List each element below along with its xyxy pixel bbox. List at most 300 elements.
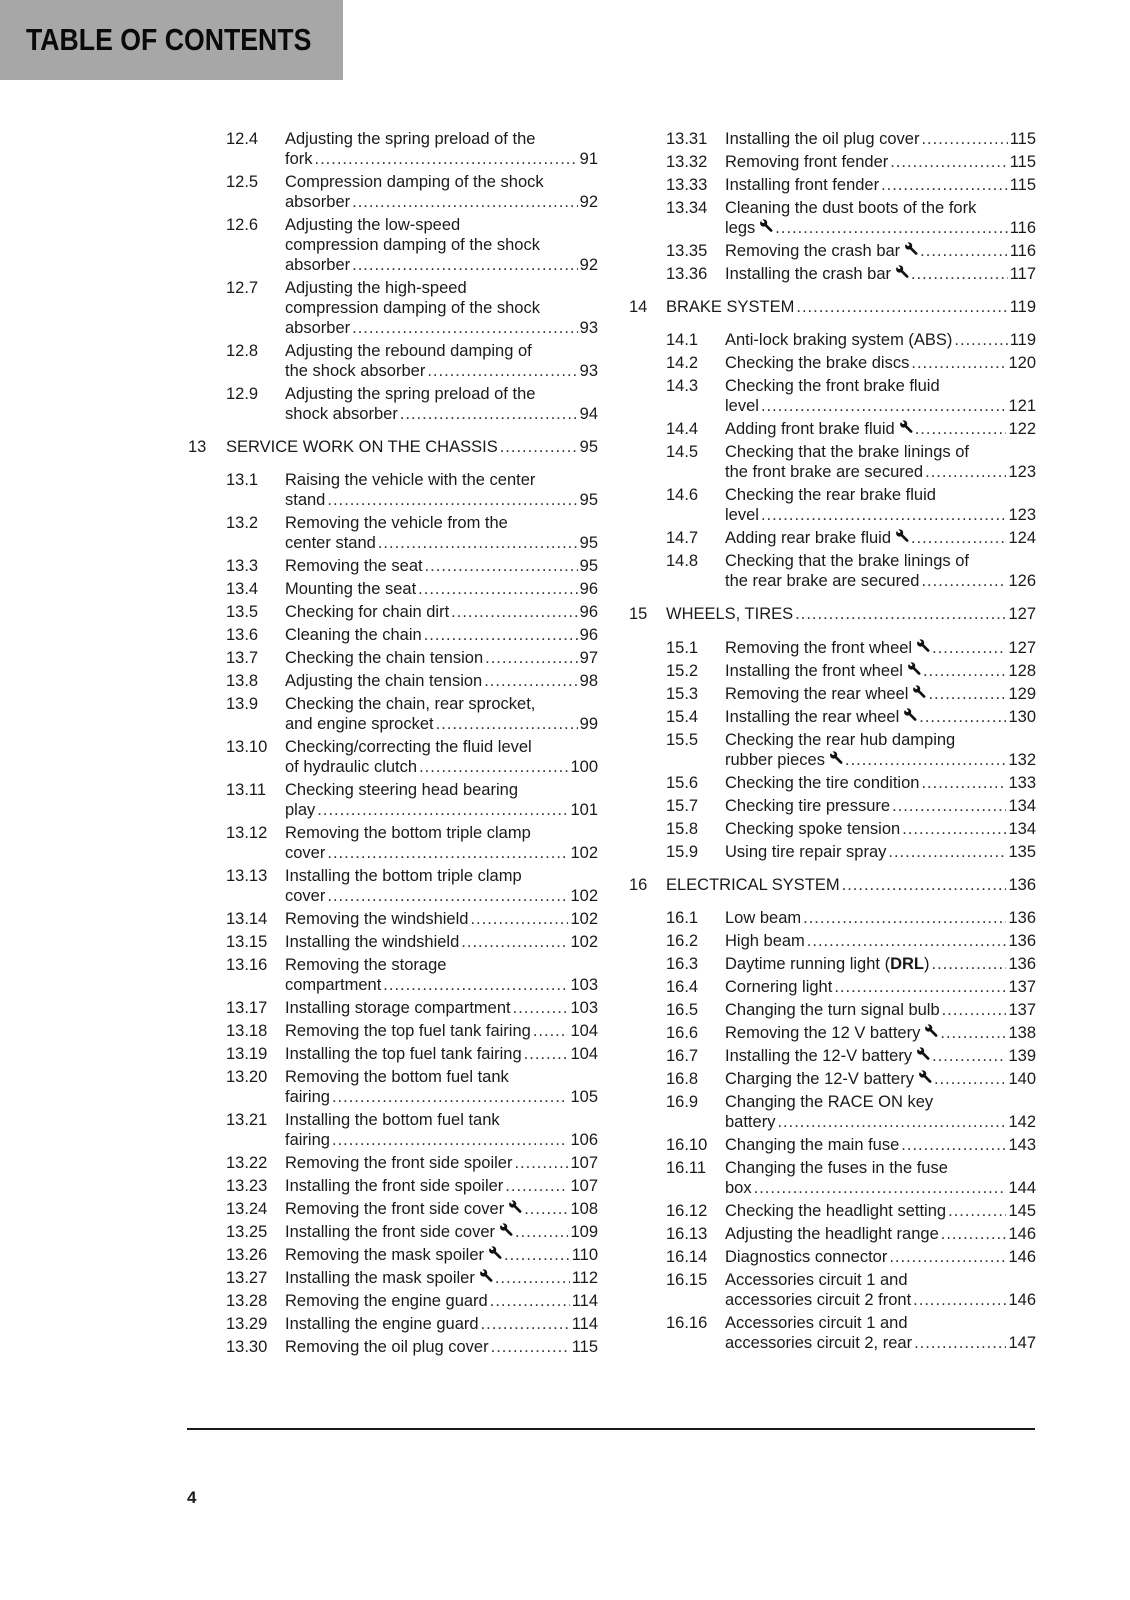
section-number: 12.7: [226, 279, 259, 297]
section-number: 16.13: [666, 1225, 708, 1243]
page-ref: 115: [1009, 130, 1036, 148]
entry-title: Installing the engine guard: [285, 1315, 479, 1333]
section-number: 13.32: [666, 153, 708, 171]
page-ref: 146: [1008, 1291, 1036, 1309]
entry-title: play: [285, 801, 316, 819]
section-number: 13.22: [226, 1154, 268, 1172]
wrench-icon: [759, 218, 773, 232]
entry-title: Charging the 12-V battery: [725, 1070, 914, 1088]
section-number: 16.4: [666, 978, 699, 996]
entry-title: Raising the vehicle with the center: [285, 471, 536, 489]
entry-title: Removing the bottom fuel tank: [285, 1068, 509, 1086]
entry-title: fairing: [285, 1088, 330, 1106]
section-number: 13.19: [226, 1045, 268, 1063]
leader-dots: [941, 1224, 1007, 1244]
wrench-icon: [895, 528, 909, 542]
page-ref: 136: [1008, 876, 1036, 894]
leader-dots: [315, 149, 578, 169]
page-ref: 103: [570, 999, 598, 1017]
section-number: 16.8: [666, 1070, 699, 1088]
section-number: 13.35: [666, 242, 708, 260]
leader-dots: [923, 661, 1007, 681]
entry-title: Adjusting the rebound damping of: [285, 342, 532, 360]
section-number: 13.3: [226, 557, 259, 575]
entry-title: Daytime running light (: [725, 955, 891, 973]
entry-title: BRAKE SYSTEM: [666, 298, 795, 316]
entry-title: cover: [285, 844, 326, 862]
page-ref: 122: [1008, 420, 1036, 438]
page-ref: 136: [1008, 909, 1036, 927]
entry-title: Cleaning the dust boots of the fork: [725, 199, 977, 217]
entry-title: Installing the crash bar: [725, 265, 892, 283]
entry-title: accessories circuit 2 front: [725, 1291, 912, 1309]
page-ref: 108: [570, 1200, 598, 1218]
page-ref: 136: [1008, 932, 1036, 950]
leader-dots: [919, 707, 1006, 727]
entry-title: box: [725, 1179, 752, 1197]
entry-title: Changing the turn signal bulb: [725, 1001, 940, 1019]
page-ref: 96: [579, 626, 598, 644]
page-ref: 144: [1008, 1179, 1036, 1197]
section-number: 13.33: [666, 176, 708, 194]
entry-title: Adjusting the spring preload of the: [285, 130, 536, 148]
entry-title: Installing the bottom fuel tank: [285, 1111, 500, 1129]
entry-title: level: [725, 506, 759, 524]
section-number: 15: [629, 605, 648, 623]
section-number: 16.6: [666, 1024, 699, 1042]
leader-dots: [352, 192, 578, 212]
section-number: 13.27: [226, 1269, 268, 1287]
page-ref: 95: [579, 557, 598, 575]
entry-title: Checking the brake discs: [725, 354, 910, 372]
leader-dots: [425, 556, 578, 576]
section-number: 13.4: [226, 580, 259, 598]
leader-dots: [484, 671, 577, 691]
leader-dots: [754, 1178, 1007, 1198]
page-ref: 146: [1008, 1225, 1036, 1243]
section-number: 16.12: [666, 1202, 708, 1220]
entry-title: Installing the front side spoiler: [285, 1177, 504, 1195]
page-number: 4: [187, 1488, 197, 1507]
entry-title: Checking the front brake fluid: [725, 377, 940, 395]
leader-dots: [427, 361, 577, 381]
section-number: 12.8: [226, 342, 259, 360]
entry-title: Checking tire pressure: [725, 797, 891, 815]
leader-dots: [948, 1201, 1006, 1221]
leader-dots: [514, 1153, 568, 1173]
page-ref: 104: [570, 1045, 598, 1063]
page-ref: 99: [579, 715, 598, 733]
section-number: 13.9: [226, 695, 259, 713]
page-ref: 140: [1008, 1070, 1036, 1088]
page-ref: 96: [579, 603, 598, 621]
section-number: 15.2: [666, 662, 699, 680]
entry-title: Adjusting the chain tension: [285, 672, 483, 690]
page-ref: 98: [579, 672, 598, 690]
leader-dots: [470, 909, 568, 929]
page-ref: 107: [570, 1154, 598, 1172]
leader-dots: [913, 1290, 1006, 1310]
leader-dots: [490, 1291, 570, 1311]
entry-title: Installing the mask spoiler: [285, 1269, 475, 1287]
leader-dots: [921, 129, 1007, 149]
leader-dots: [842, 875, 1007, 895]
section-number: 13.8: [226, 672, 259, 690]
entry-title: compression damping of the shock: [285, 236, 540, 254]
leader-dots: [932, 638, 1006, 658]
entry-title: the shock absorber: [285, 362, 426, 380]
wrench-icon: [479, 1268, 493, 1282]
entry-title: Accessories circuit 1 and: [725, 1271, 908, 1289]
leader-dots: [424, 625, 578, 645]
wrench-icon: [899, 419, 913, 433]
leader-dots: [807, 931, 1007, 951]
entry-title: Checking the rear brake fluid: [725, 486, 936, 504]
section-number: 14.8: [666, 552, 699, 570]
entry-title: Checking that the brake linings of: [725, 552, 969, 570]
leader-dots: [761, 396, 1007, 416]
entry-title: Mounting the seat: [285, 580, 417, 598]
leader-dots: [902, 819, 1006, 839]
section-number: 12.9: [226, 385, 259, 403]
leader-dots: [495, 1268, 570, 1288]
page-ref: 120: [1008, 354, 1036, 372]
entry-title: ): [924, 955, 930, 973]
entry-title: absorber: [285, 193, 351, 211]
leader-dots: [436, 714, 578, 734]
leader-dots: [932, 1046, 1006, 1066]
section-number: 15.7: [666, 797, 699, 815]
page-ref: 106: [570, 1131, 598, 1149]
page-ref: 102: [570, 910, 598, 928]
section-number: 13.34: [666, 199, 708, 217]
entry-title: Changing the RACE ON key: [725, 1093, 934, 1111]
wrench-icon: [907, 661, 921, 675]
entry-title: Checking/correcting the fluid level: [285, 738, 532, 756]
entry-title: Low beam: [725, 909, 802, 927]
section-number: 16.9: [666, 1093, 699, 1111]
leader-dots: [504, 1245, 570, 1265]
entry-title: Checking steering head bearing: [285, 781, 518, 799]
section-number: 13.36: [666, 265, 708, 283]
section-number: 13: [188, 438, 207, 456]
page-ref: 92: [579, 193, 598, 211]
entry-title: Checking spoke tension: [725, 820, 901, 838]
leader-dots: [383, 975, 568, 995]
leader-dots: [888, 842, 1006, 862]
section-number: 16.16: [666, 1314, 708, 1332]
entry-title: Accessories circuit 1 and: [725, 1314, 908, 1332]
page-ref: 127: [1008, 605, 1036, 623]
section-number: 13.15: [226, 933, 268, 951]
section-number: 13.23: [226, 1177, 268, 1195]
page-ref: 115: [571, 1338, 598, 1356]
entry-title: Adjusting the high-speed: [285, 279, 467, 297]
section-number: 16.7: [666, 1047, 699, 1065]
page-title: TABLE OF CONTENTS: [26, 22, 312, 57]
entry-title: stand: [285, 491, 326, 509]
page-ref: 139: [1008, 1047, 1036, 1065]
entry-title: Changing the main fuse: [725, 1136, 900, 1154]
leader-dots: [533, 1021, 569, 1041]
entry-title: Removing the windshield: [285, 910, 469, 928]
leader-dots: [777, 1112, 1006, 1132]
section-number: 13.14: [226, 910, 268, 928]
section-number: 16.1: [666, 909, 699, 927]
page-ref: 92: [579, 256, 598, 274]
entry-title-abbrev: DRL: [890, 955, 924, 973]
page-ref: 123: [1008, 463, 1036, 481]
page-ref: 117: [1009, 265, 1036, 283]
section-number: 16.3: [666, 955, 699, 973]
entry-title: Compression damping of the shock: [285, 173, 544, 191]
wrench-icon: [924, 1023, 938, 1037]
page-ref: 142: [1008, 1113, 1036, 1131]
leader-dots: [327, 886, 568, 906]
leader-dots: [327, 843, 568, 863]
leader-dots: [892, 796, 1006, 816]
section-number: 13.17: [226, 999, 268, 1017]
leader-dots: [491, 1337, 570, 1357]
section-number: 15.1: [666, 639, 699, 657]
page-ref: 133: [1008, 774, 1036, 792]
entry-title: compartment: [285, 976, 382, 994]
leader-dots: [352, 255, 578, 275]
page-ref: 146: [1008, 1248, 1036, 1266]
section-number: 13.5: [226, 603, 259, 621]
entry-title: Removing the mask spoiler: [285, 1246, 484, 1264]
leader-dots: [911, 264, 1008, 284]
leader-dots: [803, 908, 1006, 928]
section-number: 16.14: [666, 1248, 708, 1266]
leader-dots: [834, 977, 1006, 997]
entry-title: Removing the crash bar: [725, 242, 901, 260]
page-ref: 119: [1009, 331, 1036, 349]
entry-title: fork: [285, 150, 313, 168]
entry-title: Removing the bottom triple clamp: [285, 824, 531, 842]
page-ref: 114: [571, 1292, 598, 1310]
leader-dots: [317, 800, 568, 820]
page-ref: 95: [579, 438, 598, 456]
page-ref: 127: [1008, 639, 1036, 657]
page-ref: 93: [579, 362, 598, 380]
entry-title: level: [725, 397, 759, 415]
page-ref: 107: [570, 1177, 598, 1195]
section-number: 13.16: [226, 956, 268, 974]
leader-dots: [505, 1176, 568, 1196]
leader-dots: [795, 604, 1006, 624]
leader-dots: [775, 218, 1007, 238]
leader-dots: [901, 1135, 1006, 1155]
entry-title: Removing the front side cover: [285, 1200, 505, 1218]
leader-dots: [921, 773, 1006, 793]
section-number: 16.5: [666, 1001, 699, 1019]
page-ref: 121: [1008, 397, 1036, 415]
entry-title: Installing the rear wheel: [725, 708, 900, 726]
section-number: 15.3: [666, 685, 699, 703]
page-ref: 109: [570, 1223, 598, 1241]
page-ref: 137: [1008, 978, 1036, 996]
wrench-icon: [488, 1245, 502, 1259]
leader-dots: [796, 297, 1007, 317]
entry-title: Cleaning the chain: [285, 626, 422, 644]
page-ref: 115: [1009, 153, 1036, 171]
section-number: 13.24: [226, 1200, 268, 1218]
entry-title: Installing the front wheel: [725, 662, 903, 680]
page-ref: 137: [1008, 1001, 1036, 1019]
entry-title: Checking the tire condition: [725, 774, 920, 792]
page-ref: 132: [1008, 751, 1036, 769]
page-ref: 105: [570, 1088, 598, 1106]
leader-dots: [925, 462, 1006, 482]
page-ref: 101: [570, 801, 598, 819]
entry-title: ELECTRICAL SYSTEM: [666, 876, 840, 894]
leader-dots: [513, 998, 569, 1018]
leader-dots: [327, 490, 577, 510]
page-ref: 102: [570, 887, 598, 905]
wrench-icon: [912, 684, 926, 698]
section-number: 13.25: [226, 1223, 268, 1241]
entry-title: Checking for chain dirt: [285, 603, 450, 621]
section-number: 13.21: [226, 1111, 268, 1129]
page-ref: 123: [1008, 506, 1036, 524]
leader-dots: [481, 1314, 570, 1334]
entry-title: the rear brake are secured: [725, 572, 920, 590]
wrench-icon: [499, 1222, 513, 1236]
section-number: 13.29: [226, 1315, 268, 1333]
section-number: 14.3: [666, 377, 699, 395]
entry-title: the front brake are secured: [725, 463, 924, 481]
section-number: 16.10: [666, 1136, 708, 1154]
page-ref: 128: [1008, 662, 1036, 680]
entry-title: Checking the rear hub damping: [725, 731, 956, 749]
section-number: 12.4: [226, 130, 259, 148]
leader-dots: [485, 648, 578, 668]
section-number: 14.6: [666, 486, 699, 504]
section-number: 15.5: [666, 731, 699, 749]
entry-title: compression damping of the shock: [285, 299, 540, 317]
page-ref: 134: [1008, 797, 1036, 815]
entry-title: rubber pieces: [725, 751, 825, 769]
entry-title: absorber: [285, 256, 351, 274]
section-number: 13.18: [226, 1022, 268, 1040]
leader-dots: [332, 1130, 569, 1150]
page-ref: 112: [571, 1269, 598, 1287]
entry-title: Cornering light: [725, 978, 833, 996]
page-ref: 119: [1009, 298, 1036, 316]
page-ref: 95: [579, 491, 598, 509]
leader-dots: [881, 175, 1008, 195]
page-ref: 143: [1008, 1136, 1036, 1154]
entry-title: Adjusting the headlight range: [725, 1225, 939, 1243]
page-ref: 134: [1008, 820, 1036, 838]
leader-dots: [845, 750, 1006, 770]
section-number: 13.13: [226, 867, 268, 885]
leader-dots: [524, 1044, 569, 1064]
wrench-icon: [916, 638, 930, 652]
wrench-icon: [918, 1069, 932, 1083]
entry-title: Removing the engine guard: [285, 1292, 488, 1310]
entry-title: High beam: [725, 932, 805, 950]
entry-title: Removing the front wheel: [725, 639, 913, 657]
leader-dots: [921, 571, 1006, 591]
leader-dots: [942, 1000, 1007, 1020]
entry-title: Checking the chain, rear sprocket,: [285, 695, 536, 713]
leader-dots: [332, 1087, 569, 1107]
section-number: 13.28: [226, 1292, 268, 1310]
page-ref: 135: [1008, 843, 1036, 861]
entry-title: Checking the headlight setting: [725, 1202, 947, 1220]
entry-title: fairing: [285, 1131, 330, 1149]
section-number: 15.9: [666, 843, 699, 861]
leader-dots: [515, 1222, 568, 1242]
entry-title: Installing the windshield: [285, 933, 460, 951]
page-ref: 116: [1009, 242, 1036, 260]
page-ref: 138: [1008, 1024, 1036, 1042]
section-number: 13.6: [226, 626, 259, 644]
leader-dots: [418, 579, 577, 599]
page-ref: 147: [1008, 1334, 1036, 1352]
section-number: 16.11: [666, 1159, 707, 1177]
section-number: 13.12: [226, 824, 268, 842]
entry-title: of hydraulic clutch: [285, 758, 418, 776]
leader-dots: [378, 533, 578, 553]
page-ref: 116: [1009, 219, 1036, 237]
leader-dots: [914, 1333, 1006, 1353]
leader-dots: [889, 1247, 1006, 1267]
entry-title: Installing the bottom triple clamp: [285, 867, 522, 885]
entry-title: battery: [725, 1113, 776, 1131]
wrench-icon: [829, 750, 843, 764]
page-ref: 129: [1008, 685, 1036, 703]
page-ref: 136: [1008, 955, 1036, 973]
leader-dots: [352, 318, 578, 338]
entry-title: Removing the front side spoiler: [285, 1154, 513, 1172]
section-number: 16.2: [666, 932, 699, 950]
section-number: 13.20: [226, 1068, 268, 1086]
leader-dots: [932, 954, 1007, 974]
leader-dots: [500, 437, 578, 457]
entry-title: Removing the vehicle from the: [285, 514, 508, 532]
section-number: 14.7: [666, 529, 699, 547]
page-ref: 103: [570, 976, 598, 994]
entry-title: Removing the seat: [285, 557, 423, 575]
leader-dots: [920, 241, 1008, 261]
page-ref: 114: [571, 1315, 598, 1333]
section-number: 16: [629, 876, 648, 894]
section-number: 14.4: [666, 420, 699, 438]
leader-dots: [954, 330, 1007, 350]
section-number: 13.31: [666, 130, 708, 148]
section-number: 12.6: [226, 216, 259, 234]
entry-title: Removing the oil plug cover: [285, 1338, 489, 1356]
entry-title: Adding front brake fluid: [725, 420, 895, 438]
page-ref: 124: [1008, 529, 1036, 547]
entry-title: Adding rear brake fluid: [725, 529, 892, 547]
footer-rule: [187, 1428, 1035, 1430]
leader-dots: [915, 419, 1007, 439]
entry-title: legs: [725, 219, 756, 237]
leader-dots: [911, 353, 1006, 373]
entry-title: Adjusting the spring preload of the: [285, 385, 536, 403]
section-number: 13.1: [226, 471, 259, 489]
page-ref: 145: [1008, 1202, 1036, 1220]
entry-title: Installing the top fuel tank fairing: [285, 1045, 522, 1063]
leader-dots: [928, 684, 1006, 704]
entry-title: SERVICE WORK ON THE CHASSIS: [226, 438, 498, 456]
entry-title: absorber: [285, 319, 351, 337]
header-bar: [0, 0, 343, 80]
